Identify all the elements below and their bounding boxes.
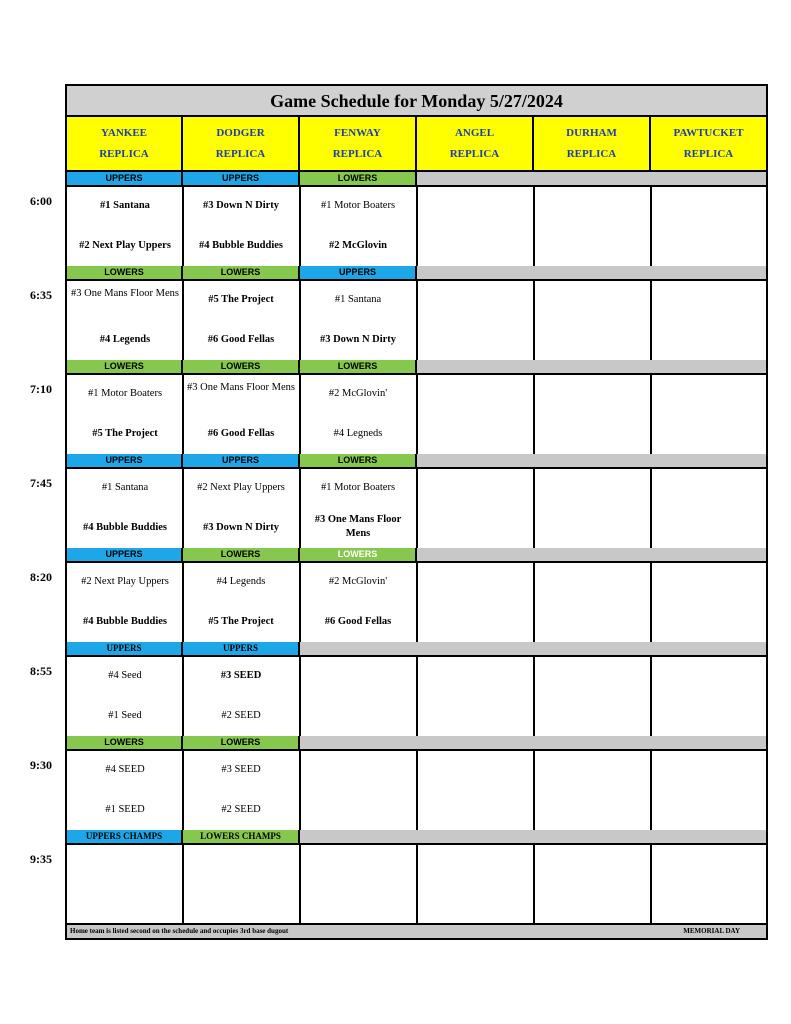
division-tag: UPPERS	[67, 642, 183, 655]
division-tag: LOWERS	[183, 548, 300, 561]
column-divider	[182, 467, 184, 548]
time-slot-label: 8:20	[30, 570, 52, 584]
game-away-team: #2 Next Play Uppers	[81, 576, 169, 587]
time-slot-label: 9:30	[30, 758, 52, 772]
field-name: PAWTUCKET	[673, 127, 744, 139]
column-divider	[650, 279, 652, 360]
column-divider	[299, 843, 301, 924]
column-divider	[650, 843, 652, 924]
division-tag: LOWERS CHAMPS	[183, 830, 300, 843]
game-away-team: #4 SEED	[105, 764, 145, 775]
game-away-team: #3 One Mans Floor Mens	[187, 382, 295, 393]
column-divider	[299, 373, 301, 454]
column-divider	[182, 185, 184, 266]
column-divider	[182, 843, 184, 924]
game-away-team: #1 Santana	[101, 482, 149, 493]
division-tag: UPPERS	[67, 454, 183, 467]
column-divider	[416, 373, 418, 454]
column-divider	[182, 561, 184, 642]
field-name: FENWAY	[334, 127, 381, 139]
field-sub: REPLICA	[683, 148, 734, 160]
division-tag: LOWERS	[183, 360, 300, 373]
division-tag: LOWERS	[183, 266, 300, 279]
time-slot-label: 7:45	[30, 476, 52, 490]
game-away-team: #1 Santana	[100, 200, 150, 211]
game-away-team: #1 Motor Boaters	[320, 200, 396, 211]
game-away-team: #2 McGlovin'	[328, 576, 388, 587]
game-home-team: #6 Good Fellas	[207, 334, 275, 345]
column-divider	[299, 655, 301, 736]
column-divider	[182, 749, 184, 830]
field-name: ANGEL	[454, 127, 495, 139]
field-sub: REPLICA	[215, 148, 266, 160]
holiday-label: MEMORIAL DAY	[683, 927, 740, 935]
column-divider	[416, 279, 418, 360]
column-divider	[650, 655, 652, 736]
column-divider	[533, 561, 535, 642]
column-divider	[416, 749, 418, 830]
game-home-team: #5 The Project	[208, 616, 274, 627]
game-away-team: #2 Next Play Uppers	[197, 482, 285, 493]
column-divider	[416, 561, 418, 642]
division-tag: UPPERS	[183, 642, 300, 655]
game-away-team: #5 The Project	[208, 294, 274, 305]
field-sub: REPLICA	[449, 148, 500, 160]
game-home-team: #4 Bubble Buddies	[198, 240, 284, 251]
column-divider	[533, 185, 535, 266]
time-slot-label: 6:00	[30, 194, 52, 208]
time-slot-label: 6:35	[30, 288, 52, 302]
game-home-team: #6 Good Fellas	[207, 428, 275, 439]
game-home-team: #2 SEED	[221, 804, 261, 815]
division-tag: LOWERS	[183, 736, 300, 749]
time-slot-label: 7:10	[30, 382, 52, 396]
field-header-dodger	[183, 117, 300, 172]
column-divider	[182, 373, 184, 454]
division-tag: UPPERS	[300, 266, 417, 279]
column-divider	[650, 185, 652, 266]
column-divider	[533, 279, 535, 360]
column-divider	[533, 373, 535, 454]
game-home-team: #4 Legneds	[333, 428, 383, 439]
division-tag: LOWERS	[67, 736, 183, 749]
field-header-angel	[417, 117, 534, 172]
column-divider	[533, 655, 535, 736]
game-home-team: #2 SEED	[221, 710, 261, 721]
game-home-team: #4 Legends	[99, 334, 151, 345]
game-home-team: #1 SEED	[105, 804, 145, 815]
column-divider	[533, 843, 535, 924]
division-tag: LOWERS	[67, 360, 183, 373]
game-home-team: #2 Next Play Uppers	[79, 240, 171, 251]
division-tag: UPPERS	[67, 548, 183, 561]
division-tag: UPPERS	[183, 172, 300, 185]
game-away-team: #4 Legends	[216, 576, 266, 587]
time-slot-label: 8:55	[30, 664, 52, 678]
column-divider	[650, 561, 652, 642]
column-divider	[299, 561, 301, 642]
game-home-team: #2 McGlovin	[328, 240, 388, 251]
column-divider	[182, 655, 184, 736]
division-tag: UPPERS	[183, 454, 300, 467]
game-away-team: #1 Motor Boaters	[87, 388, 163, 399]
field-header-pawtucket	[651, 117, 766, 172]
column-divider	[650, 749, 652, 830]
column-divider	[533, 749, 535, 830]
field-sub: REPLICA	[566, 148, 617, 160]
footer-note: Home team is listed second on the schedule and occupies 3rd base dugout	[70, 927, 289, 935]
footer	[67, 923, 766, 938]
game-home-team: #3 Down N Dirty	[202, 522, 280, 533]
game-home-team: #6 Good Fellas	[324, 616, 392, 627]
column-divider	[182, 279, 184, 360]
column-divider	[416, 467, 418, 548]
division-tag: LOWERS	[300, 172, 417, 185]
game-away-team: #3 SEED	[221, 764, 261, 775]
column-divider	[533, 467, 535, 548]
field-sub: REPLICA	[99, 148, 149, 160]
division-tag: UPPERS	[67, 172, 183, 185]
game-home-team: #1 Seed	[108, 710, 142, 721]
field-header-yankee	[67, 117, 183, 172]
schedule-table	[65, 84, 768, 940]
field-name: YANKEE	[100, 127, 148, 139]
division-tag: LOWERS	[67, 266, 183, 279]
game-home-team: #3 One Mans Floor Mens	[314, 514, 402, 539]
column-divider	[299, 467, 301, 548]
game-away-team: #3 SEED	[220, 670, 262, 681]
game-away-team: #1 Santana	[334, 294, 382, 305]
game-home-team: #4 Bubble Buddies	[82, 522, 168, 533]
game-home-team: #3 Down N Dirty	[319, 334, 397, 345]
division-tag: LOWERS	[300, 360, 417, 373]
field-name: DODGER	[216, 127, 265, 139]
game-away-team: #3 One Mans Floor Mens	[71, 288, 179, 299]
column-divider	[299, 279, 301, 360]
field-sub: REPLICA	[332, 148, 383, 160]
column-divider	[416, 185, 418, 266]
column-divider	[299, 749, 301, 830]
page-title: Game Schedule for Monday 5/27/2024	[67, 86, 766, 117]
column-divider	[650, 467, 652, 548]
field-name: DURHAM	[566, 127, 617, 139]
division-tag: LOWERS	[300, 454, 417, 467]
column-divider	[299, 185, 301, 266]
game-away-team: #3 Down N Dirty	[202, 200, 280, 211]
time-slot-label: 9:35	[30, 852, 52, 866]
column-divider	[416, 655, 418, 736]
column-divider	[416, 843, 418, 924]
game-away-team: #1 Motor Boaters	[320, 482, 396, 493]
column-divider	[650, 373, 652, 454]
game-away-team: #4 Seed	[108, 670, 142, 681]
game-home-team: #5 The Project	[92, 428, 158, 439]
division-tag: UPPERS CHAMPS	[67, 830, 183, 843]
division-tag: LOWERS	[300, 548, 417, 561]
field-header-durham	[534, 117, 651, 172]
game-home-team: #4 Bubble Buddies	[82, 616, 168, 627]
game-away-team: #2 McGlovin'	[328, 388, 388, 399]
field-header-fenway	[300, 117, 417, 172]
